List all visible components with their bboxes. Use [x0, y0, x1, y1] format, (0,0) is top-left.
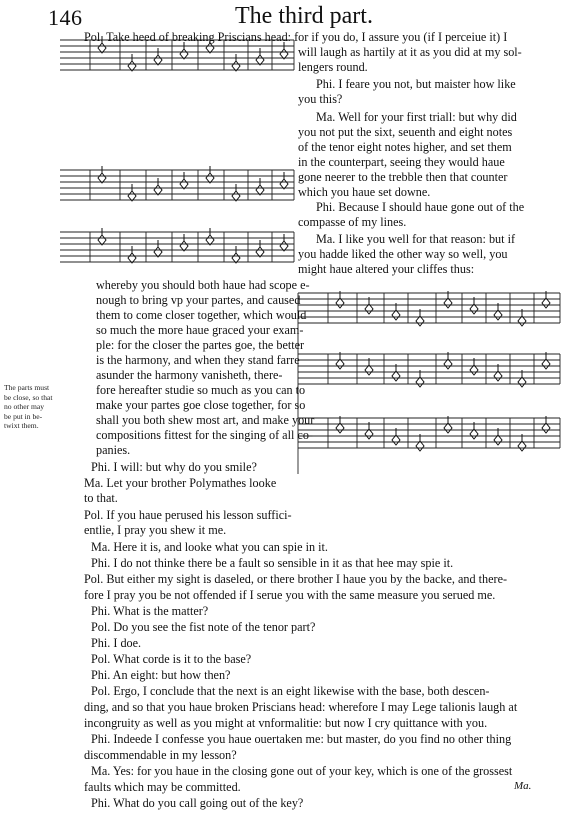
breve-note [494, 310, 502, 320]
catchword: Ma. [514, 780, 532, 792]
breve-note [392, 371, 400, 381]
breve-note [206, 173, 214, 183]
text-line: incongruity as well as you might at vnformalitie: but now I cry quittance with you. [84, 716, 488, 730]
breve-note [470, 304, 478, 314]
breve-note [416, 377, 424, 387]
breve-note [494, 435, 502, 445]
text-line: asunder the harmony vanisheth, there- [96, 368, 283, 382]
text-line: you this? [298, 92, 343, 106]
breve-note [416, 316, 424, 326]
breve-note [470, 429, 478, 439]
text-line: Pol. Ergo, I conclude that the next is an eight likewise with the base, both descen- [91, 684, 490, 698]
breve-note [128, 61, 136, 71]
breve-note [365, 304, 373, 314]
breve-note [518, 316, 526, 326]
breve-note [206, 43, 214, 53]
text-line: so much the more haue graced your exam- [96, 323, 304, 337]
text-line: Phi. What do you call going out of the key? [91, 796, 304, 810]
text-line: of the tenor eight notes higher, and set them [298, 140, 512, 154]
breve-note [542, 359, 550, 369]
breve-note [154, 185, 162, 195]
breve-note [416, 441, 424, 451]
text-line: you not put the sixt, seuenth and eight notes [298, 125, 513, 139]
text-line: shall you both shew most art, and make your [96, 413, 315, 427]
breve-note [365, 429, 373, 439]
text-line: Phi. Because I should haue gone out of the [316, 200, 525, 214]
text-line: Pol. Take heed of breaking Priscians head: for if you do, I assure you (if I perceiue it) I [84, 30, 508, 44]
text-line: which you haue set downe. [298, 185, 431, 199]
text-line: Ma. Well for your first triall: but why did [316, 110, 517, 124]
text-line: gone neerer to the trebble then that counter [298, 170, 508, 184]
text-line: Phi. What is the matter? [91, 604, 209, 618]
text-line: nough to bring vp your partes, and caused [96, 293, 301, 307]
text-line: Phi. Indeede I confesse you haue ouertaken me: but master, do you find no other thing [91, 732, 512, 746]
text-line: lengers round. [298, 60, 368, 74]
breve-note [180, 179, 188, 189]
breve-note [98, 173, 106, 183]
breve-note [444, 298, 452, 308]
text-line: ding, and so that you haue broken Priscians head: wherefore I may Lege talionis laugh at [84, 700, 518, 714]
breve-note [444, 423, 452, 433]
breve-note [256, 185, 264, 195]
breve-note [154, 247, 162, 257]
text-line: is the harmony, and when they stand farre [96, 353, 300, 367]
text-line: might haue altered your cliffes thus: [298, 262, 475, 276]
margin-note-line: twixt them. [4, 421, 39, 430]
breve-note [494, 371, 502, 381]
text-line: Pol. But either my sight is daseled, or there brother I haue you by the backe, and there- [84, 572, 508, 586]
text-line: compositions fittest for the singing of all co- [96, 428, 313, 442]
text-line: Pol. What corde is it to the base? [91, 652, 252, 666]
breve-note [128, 191, 136, 201]
breve-note [470, 365, 478, 375]
margin-note-line: no other may [4, 402, 45, 411]
breve-note [206, 235, 214, 245]
text-line: Ma. Here it is, and looke what you can spie in it. [91, 540, 328, 554]
text-line: fore hereafter studie so much as you can to [96, 383, 306, 397]
text-line: Phi. I will: but why do you smile? [91, 460, 257, 474]
text-line: compasse of my lines. [298, 215, 407, 229]
breve-note [280, 179, 288, 189]
margin-note-line: be put in be- [4, 411, 43, 421]
breve-note [280, 49, 288, 59]
text-line: make your partes goe close together, for so [96, 398, 306, 412]
text-line: faults which may be committed. [84, 780, 241, 794]
margin-note-line: The parts must [4, 383, 50, 392]
breve-note [232, 191, 240, 201]
text-line: Ma. Let your brother Polymathes looke [84, 476, 277, 490]
text-line: in the counterpart, seeing they would haue [298, 155, 505, 169]
breve-note [232, 61, 240, 71]
text-line: ple: for the closer the partes goe, the better [96, 338, 305, 352]
text-line: discommendable in my lesson? [84, 748, 237, 762]
text-line: Ma. I like you well for that reason: but if [316, 232, 516, 246]
text-line: Phi. I feare you not, but maister how like [316, 77, 516, 91]
breve-note [98, 43, 106, 53]
text-line: Phi. I do not thinke there be a fault so sensible in it as that hee may spie it. [91, 556, 454, 570]
breve-note [444, 359, 452, 369]
breve-note [542, 423, 550, 433]
breve-note [336, 359, 344, 369]
breve-note [542, 298, 550, 308]
breve-note [280, 241, 288, 251]
breve-note [232, 253, 240, 263]
breve-note [518, 377, 526, 387]
breve-note [154, 55, 162, 65]
breve-note [365, 365, 373, 375]
breve-note [336, 298, 344, 308]
margin-note-line: be close, so that [4, 392, 53, 402]
text-line: whereby you should both haue had scope e- [96, 278, 310, 292]
text-line: you hadde liked the other way so well, you [298, 247, 508, 261]
text-line: them to come closer together, which would [96, 308, 307, 322]
breve-note [392, 310, 400, 320]
breve-note [98, 235, 106, 245]
text-line: Ma. Yes: for you haue in the closing gone out of your key, which is one of the grossest [91, 764, 513, 778]
running-title: The third part. [235, 3, 373, 29]
text-line: will laugh as hartily at it as you did at my sol- [298, 45, 522, 59]
breve-note [256, 55, 264, 65]
text-line: panies. [96, 443, 131, 457]
margin-note [4, 383, 72, 431]
breve-note [128, 253, 136, 263]
page-number: 146 [48, 5, 83, 30]
text-line: Pol. If you haue perused his lesson suffici- [84, 508, 292, 522]
breve-note [256, 247, 264, 257]
breve-note [180, 49, 188, 59]
breve-note [518, 441, 526, 451]
text-line: fore I pray you be not offended if I serue you with the same measure you serued me. [84, 588, 496, 602]
text-line: Phi. An eight: but how then? [91, 668, 231, 682]
text-line: to that. [84, 491, 118, 505]
text-line: Pol. Do you see the fist note of the tenor part? [91, 620, 316, 634]
breve-note [180, 241, 188, 251]
breve-note [336, 423, 344, 433]
text-line: entlie, I pray you shew it me. [84, 523, 227, 537]
text-line: Phi. I doe. [91, 636, 142, 650]
breve-note [392, 435, 400, 445]
